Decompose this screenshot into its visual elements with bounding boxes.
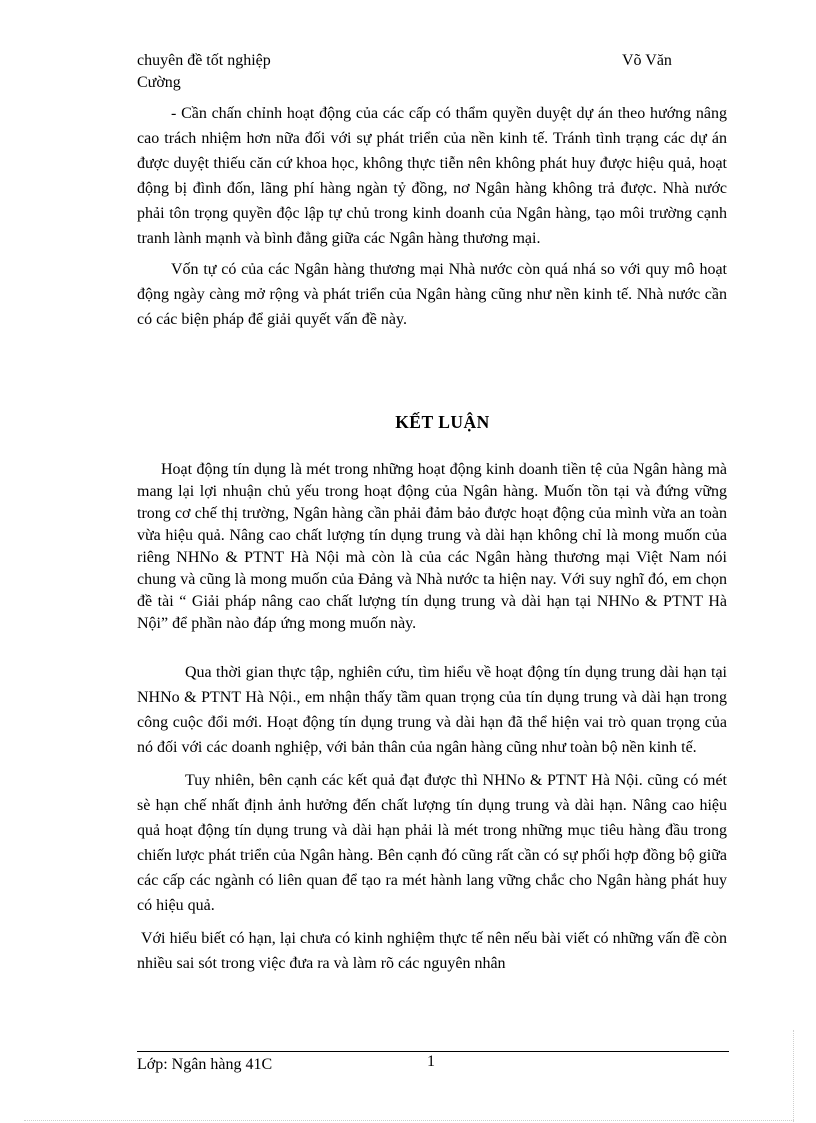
paragraph: - Cần chấn chỉnh hoạt động của các cấp có thẩm quyền duyệt dự án theo hướng nâng cao trách nhiệm hơn nữa đối với sự phát triển của nền kinh tế. Tránh tình trạng các dự án được duyệt thiếu căn cứ khoa học, không thực tiễn nên không phát huy được hiệu quả, hoạt động bị đình đốn, lãng phí hàng ngàn tỷ đồng, nơ Ngân hàng không trả được. Nhà nước phải tôn trọng quyền độc lập tự chủ trong kinh doanh của Ngân hàng, tạo môi trường cạnh tranh lành mạnh và bình đẳng giữa các Ngân hàng thương mại. <box>137 105 727 247</box>
footer-class-label: Lớp: Ngân hàng 41C <box>137 1056 273 1073</box>
conclusion-body <box>137 660 727 984</box>
header-continuation: Cường <box>137 74 181 91</box>
page-number: 1 <box>427 1053 435 1070</box>
header-right: Võ Văn <box>622 52 672 69</box>
paragraph: Vốn tự có của các Ngân hàng thương mại Nhà nước còn quá nhá so với quy mô hoạt động ngày càng mở rộng và phát triển của Ngân hàng cũng như nền kinh tế. Nhà nước cần có các biện pháp để giải quyết vấn đề này. <box>137 261 727 328</box>
page-edge-right <box>793 1030 794 1122</box>
conclusion-intro <box>137 459 727 635</box>
page-edge-bottom <box>24 1120 794 1121</box>
footer-divider <box>137 1051 729 1052</box>
section-title: KẾT LUẬN <box>395 412 490 432</box>
paragraph: Qua thời gian thực tập, nghiên cứu, tìm hiểu về hoạt động tín dụng trung dài hạn tại NHNo & PTNT Hà Nội., em nhận thấy tầm quan trọng của tín dụng trung và dài hạn trong công cuộc đổi mới. Hoạt động tín dụng trung và dài hạn đã thể hiện vai trò quan trọng của nó đối với các doanh nghiệp, với bản thân của ngân hàng cũng như toàn bộ nền kinh tế. <box>137 664 727 756</box>
paragraph: Hoạt động tín dụng là mét trong những hoạt động kinh doanh tiền tệ của Ngân hàng mà mang lại lợi nhuận chủ yếu trong hoạt động của Ngân hàng. Muốn tồn tại và đứng vững trong cơ chế thị trường, Ngân hàng cần phải đảm bảo được hoạt động của mình vừa an toàn vừa hiệu quả. Nâng cao chất lượng tín dụng trung và dài hạn không chỉ là mong muốn của riêng NHNo & PTNT Hà Nội mà còn là của các Ngân hàng thương mại Việt Nam nói chung và cũng là mong muốn của Đảng và Nhà nước ta hiện nay. Với suy nghĩ đó, em chọn đề tài “ Giải pháp nâng cao chất lượng tín dụng trung và dài hạn tại NHNo & PTNT Hà Nội” để phần nào đáp ứng mong muốn này. <box>137 461 727 632</box>
section-recommendations <box>137 101 727 332</box>
paragraph: Với hiểu biết có hạn, lại chưa có kinh nghiệm thực tế nên nếu bài viết có những vấn đề còn nhiều sai sót trong việc đưa ra và làm rõ các nguyên nhân <box>137 930 727 972</box>
paragraph: Tuy nhiên, bên cạnh các kết quả đạt được thì NHNo & PTNT Hà Nội. cũng có mét sè hạn chế nhất định ảnh hưởng đến chất lượng tín dụng trung và dài hạn. Nâng cao hiệu quả hoạt động tín dụng trung và dài hạn phải là mét trong những mục tiêu hàng đầu trong chiến lược phát triển của Ngân hàng. Bên cạnh đó cũng rất cần có sự phối hợp đồng bộ giữa các cấp các ngành có liên quan để tạo ra mét hành lang vững chắc cho Ngân hàng phát huy có hiệu quả. <box>137 772 727 914</box>
header-left: chuyên đề tốt nghiệp <box>137 52 271 69</box>
